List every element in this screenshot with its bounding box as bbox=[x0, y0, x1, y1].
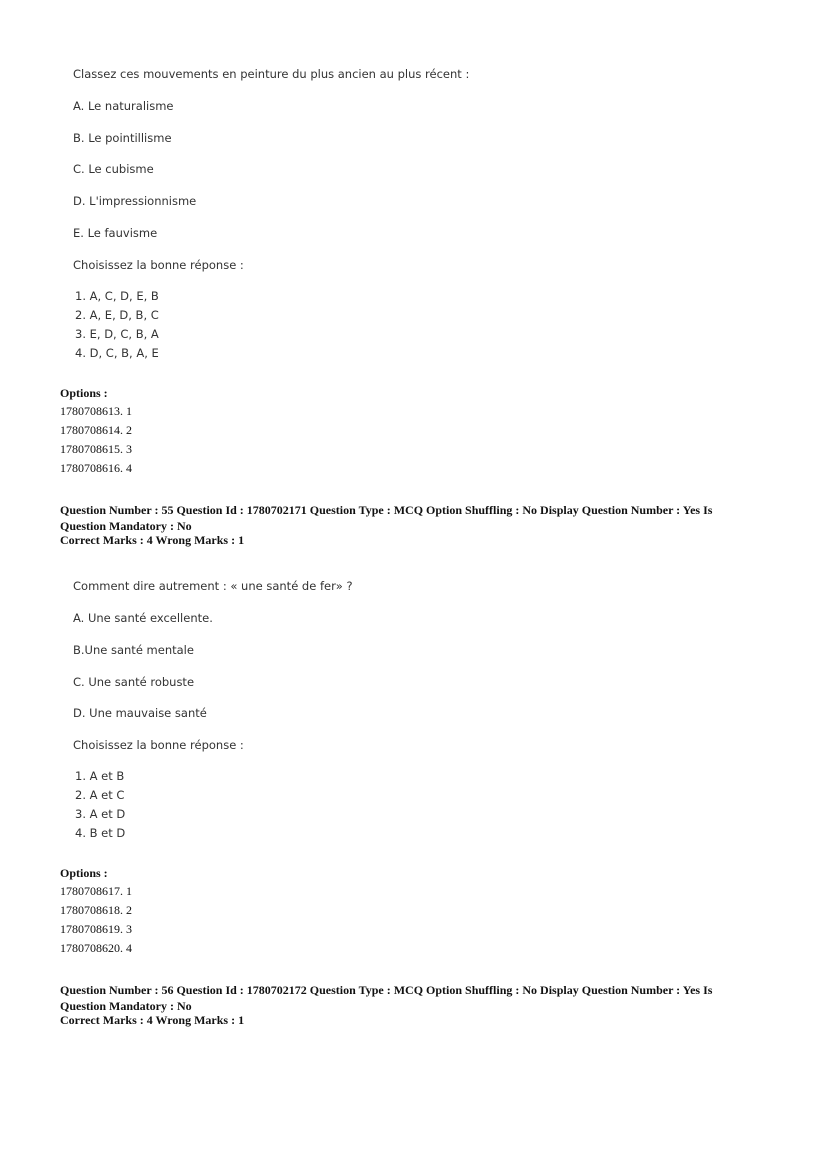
question-54-option-3: 1780708615. 3 bbox=[60, 442, 132, 456]
question-54-answer-3: 3. E, D, C, B, A bbox=[75, 327, 159, 341]
question-54-item-a: A. Le naturalisme bbox=[73, 99, 174, 113]
question-54-options-label: Options : bbox=[60, 386, 108, 400]
question-55-header: Question Number : 55 Question Id : 1780702171 Question Type : MCQ Option Shuffling : No Display Question Number : Yes Is Question Mandatory : No bbox=[60, 503, 713, 533]
question-55-option-1: 1780708617. 1 bbox=[60, 884, 132, 898]
question-55-item-b: B.Une santé mentale bbox=[73, 643, 194, 657]
question-55-answer-4: 4. B et D bbox=[75, 826, 126, 840]
question-56-header: Question Number : 56 Question Id : 1780702172 Question Type : MCQ Option Shuffling : No Display Question Number : Yes Is Question Mandatory : No bbox=[60, 983, 713, 1013]
question-55-answer-2: 2. A et C bbox=[75, 788, 125, 802]
question-55-marks: Correct Marks : 4 Wrong Marks : 1 bbox=[60, 533, 245, 547]
question-54-option-1: 1780708613. 1 bbox=[60, 404, 132, 418]
question-54-stem: Classez ces mouvements en peinture du plus ancien au plus récent : bbox=[73, 67, 470, 81]
question-55-answer-1: 1. A et B bbox=[75, 769, 125, 783]
question-54-option-2: 1780708614. 2 bbox=[60, 423, 132, 437]
question-54-option-4: 1780708616. 4 bbox=[60, 461, 132, 475]
question-54-answer-2: 2. A, E, D, B, C bbox=[75, 308, 159, 322]
question-55-item-d: D. Une mauvaise santé bbox=[73, 706, 207, 720]
question-54-item-c: C. Le cubisme bbox=[73, 162, 154, 176]
question-54-item-e: E. Le fauvisme bbox=[73, 226, 158, 240]
question-55-answer-3: 3. A et D bbox=[75, 807, 126, 821]
question-54-prompt: Choisissez la bonne réponse : bbox=[73, 258, 244, 272]
question-55-option-4: 1780708620. 4 bbox=[60, 941, 132, 955]
question-55-options-label: Options : bbox=[60, 866, 108, 880]
question-54-answer-4: 4. D, C, B, A, E bbox=[75, 346, 159, 360]
question-54-answer-1: 1. A, C, D, E, B bbox=[75, 289, 159, 303]
question-55-prompt: Choisissez la bonne réponse : bbox=[73, 738, 244, 752]
question-55-option-3: 1780708619. 3 bbox=[60, 922, 132, 936]
question-55-stem: Comment dire autrement : « une santé de fer» ? bbox=[73, 579, 353, 593]
question-56-marks: Correct Marks : 4 Wrong Marks : 1 bbox=[60, 1013, 245, 1027]
question-55-option-2: 1780708618. 2 bbox=[60, 903, 132, 917]
question-55-item-a: A. Une santé excellente. bbox=[73, 611, 213, 625]
question-54-item-d: D. L'impressionnisme bbox=[73, 194, 197, 208]
question-55-item-c: C. Une santé robuste bbox=[73, 675, 195, 689]
question-54-item-b: B. Le pointillisme bbox=[73, 131, 172, 145]
